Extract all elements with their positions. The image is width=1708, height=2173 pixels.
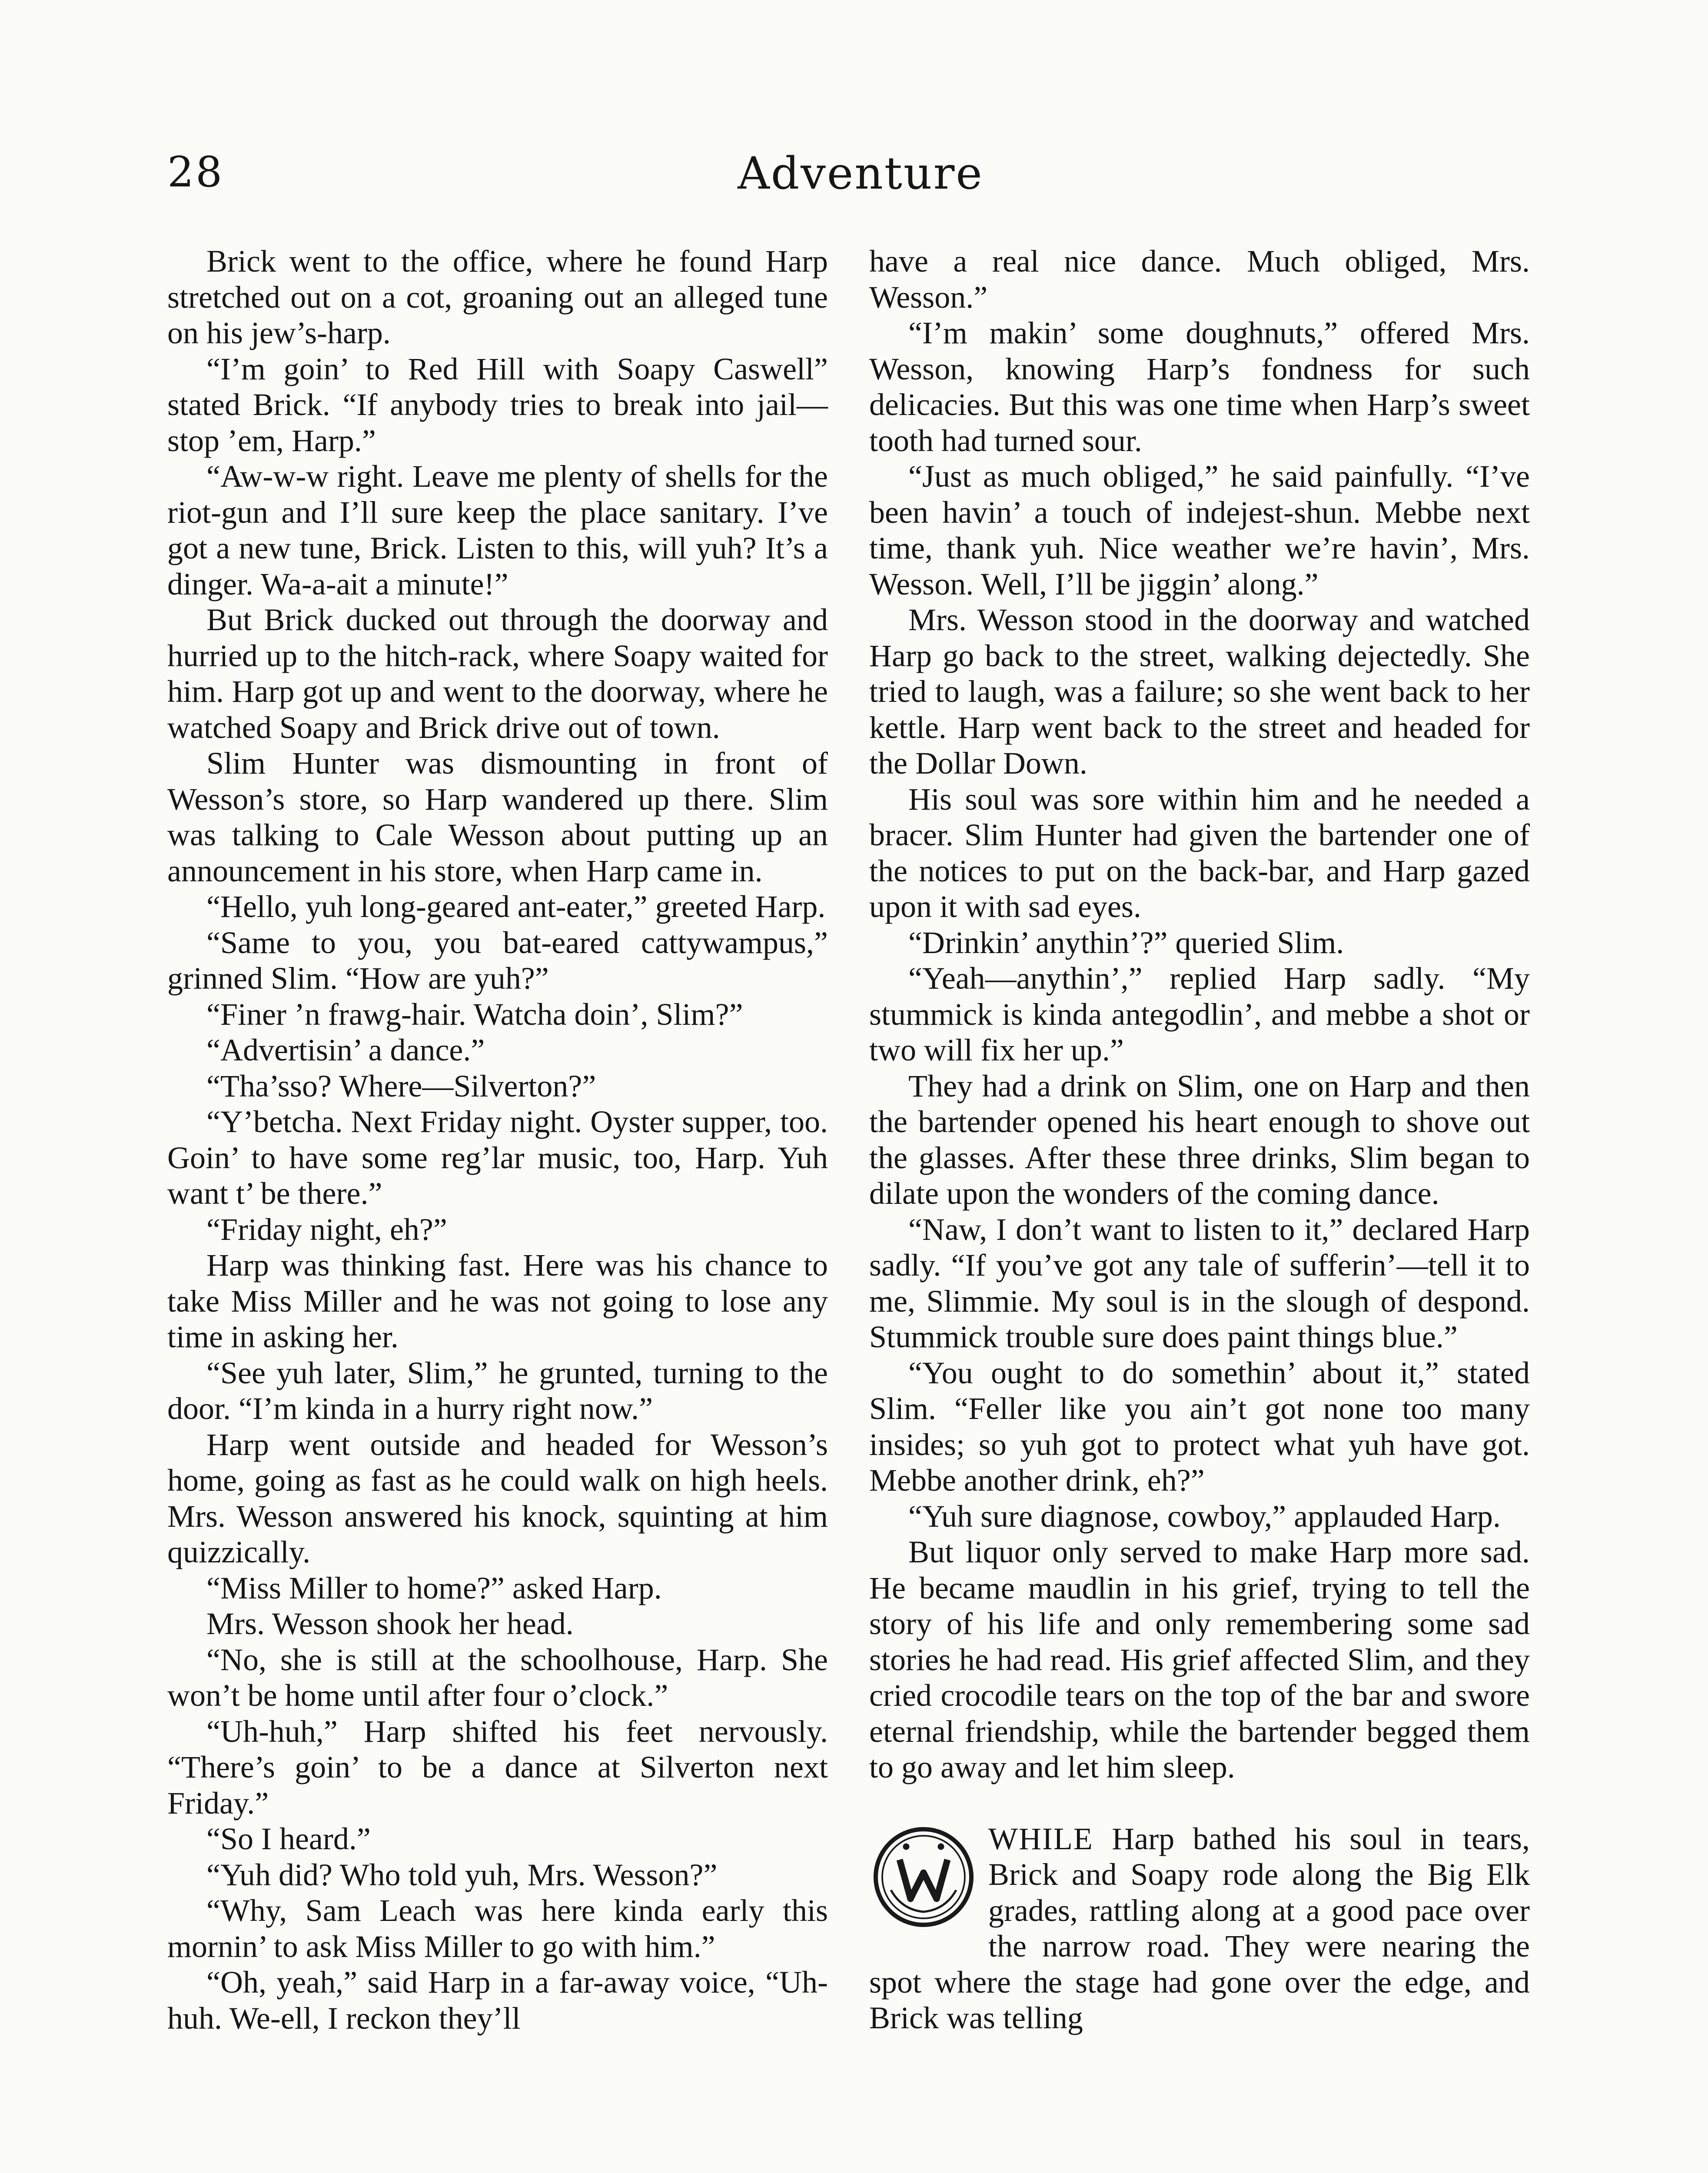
continued-paragraph: have a real nice dance. Much obliged, Mrs. Wesson.” — [869, 244, 1530, 315]
paragraph: Brick went to the office, where he found Harp stretched out on a cot, groaning out an alleged tune on his jew’s-harp. — [167, 244, 828, 350]
paragraph: “Advertisin’ a dance.” — [206, 1033, 485, 1067]
paragraph: “Yeah—anythin’,” replied Harp sadly. “My stummick is kinda antegodlin’, and mebbe a shot or two will fix her up.” — [869, 961, 1530, 1067]
ornamental-drop-cap-W-icon — [869, 1823, 978, 1931]
paragraph: But Brick ducked out through the doorway and hurried up to the hitch-rack, where Soapy waited for him. Harp got up and went to the doorway, where he watched Soapy and Brick drive out of town. — [167, 602, 828, 745]
paragraph: Mrs. Wesson stood in the doorway and watched Harp go back to the street, walking dejectedly. She tried to laugh, was a failure; so she went back to her kettle. Harp went back to the street and headed for the Dollar Down. — [869, 602, 1530, 781]
paragraph: “Drinkin’ anythin’?” queried Slim. — [908, 925, 1344, 960]
paragraph: Mrs. Wesson shook her head. — [206, 1606, 574, 1641]
page-number: 28 — [167, 148, 224, 196]
paragraph: “No, she is still at the schoolhouse, Harp. She won’t be home until after four o’clock.” — [167, 1642, 828, 1713]
page-header — [167, 148, 1554, 204]
paragraph: “You ought to do somethin’ about it,” stated Slim. “Feller like you ain’t got none too many insides; so yuh got to protect what yuh have got. Mebbe another drink, eh?” — [869, 1355, 1530, 1498]
paragraph: Harp went outside and headed for Wesson’s home, going as fast as he could walk on high heels. Mrs. Wesson answered his knock, squinting at him quizzically. — [167, 1427, 828, 1569]
section-lead-word: WHILE — [988, 1821, 1093, 1856]
paragraph: “Miss Miller to home?” asked Harp. — [206, 1570, 662, 1605]
paragraph: “So I heard.” — [206, 1821, 371, 1856]
paragraph: “Why, Sam Leach was here kinda early this mornin’ to ask Miss Miller to go with him.” — [167, 1893, 828, 1964]
paragraph: But liquor only served to make Harp more sad. He became maudlin in his grief, trying to tell the story of his life and only remembering some sad stories he had read. His grief affected Slim, and they cried crocodile tears on the top of the bar and swore eternal friendship, while the bartender begged them to go away and let him sleep. — [869, 1535, 1530, 1784]
paragraph: His soul was sore within him and he needed a bracer. Slim Hunter had given the bartender one of the notices to put on the back-bar, and Harp gazed upon it with sad eyes. — [869, 781, 1530, 924]
paragraph: “Y’betcha. Next Friday night. Oyster supper, too. Goin’ to have some reg’lar music, too, Harp. Yuh want t’ be there.” — [167, 1104, 828, 1211]
paragraph: “Naw, I don’t want to listen to it,” declared Harp sadly. “If you’ve got any tale of sufferin’—tell it to me, Slimmie. My soul is in the slough of despond. Stummick trouble sure does paint things blue.” — [869, 1212, 1530, 1354]
paragraph: “I’m goin’ to Red Hill with Soapy Caswell” stated Brick. “If anybody tries to break into jail—stop ’em, Harp.” — [167, 351, 828, 458]
paragraph: “Oh, yeah,” said Harp in a far-away voice, “Uh-huh. We-ell, I reckon they’ll — [167, 1965, 828, 2036]
left-text-column — [167, 243, 828, 2036]
paragraph: “I’m makin’ some doughnuts,” offered Mrs. Wesson, knowing Harp’s fondness for such delicacies. But this was one time when Harp’s sweet tooth had turned sour. — [869, 316, 1530, 458]
paragraph: They had a drink on Slim, one on Harp and then the bartender opened his heart enough to shove out the glasses. After these three drinks, Slim began to dilate upon the wonders of the coming dance. — [869, 1068, 1530, 1211]
paragraph: “Hello, yuh long-geared ant-eater,” greeted Harp. — [206, 889, 826, 924]
running-title: Adventure — [738, 148, 984, 199]
paragraph: “Uh-huh,” Harp shifted his feet nervously. “There’s goin’ to be a dance at Silverton next Friday.” — [167, 1714, 828, 1821]
right-text-column — [869, 243, 1530, 2036]
paragraph: Harp was thinking fast. Here was his chance to take Miss Miller and he was not going to lose any time in asking her. — [167, 1248, 828, 1354]
section-opening-paragraph — [869, 1821, 1530, 2036]
section-opening-text: Harp bathed his soul in tears, Brick and Soapy rode along the Big Elk grades, rattling along at a good pace over the narrow road. They were nearing the spot where the stage had gone over the edge, and Brick was telling — [869, 1821, 1530, 2035]
paragraph: “See yuh later, Slim,” he grunted, turning to the door. “I’m kinda in a hurry right now.” — [167, 1355, 828, 1426]
paragraph: “Just as much obliged,” he said painfully. “I’ve been havin’ a touch of indejest-shun. Mebbe next time, thank yuh. Nice weather we’re havin’, Mrs. Wesson. Well, I’ll be jiggin’ along.” — [869, 459, 1530, 601]
paragraph: “Same to you, you bat-eared cattywampus,” grinned Slim. “How are yuh?” — [167, 925, 828, 996]
paragraph: “Aw-w-w right. Leave me plenty of shells for the riot-gun and I’ll sure keep the place sanitary. I’ve got a new tune, Brick. Listen to this, will yuh? It’s a dinger. Wa-a-ait a minute!” — [167, 459, 828, 601]
paragraph: Slim Hunter was dismounting in front of Wesson’s store, so Harp wandered up there. Slim was talking to Cale Wesson about putting up an announcement in his store, when Harp came in. — [167, 746, 828, 888]
paragraph: “Finer ’n frawg-hair. Watcha doin’, Slim?” — [206, 997, 743, 1032]
paragraph: “Yuh did? Who told yuh, Mrs. Wesson?” — [206, 1857, 718, 1892]
paragraph: “Yuh sure diagnose, cowboy,” applauded Harp. — [908, 1499, 1501, 1534]
paragraph: “Tha’sso? Where—Silverton?” — [206, 1068, 596, 1103]
paragraph: “Friday night, eh?” — [206, 1212, 447, 1247]
